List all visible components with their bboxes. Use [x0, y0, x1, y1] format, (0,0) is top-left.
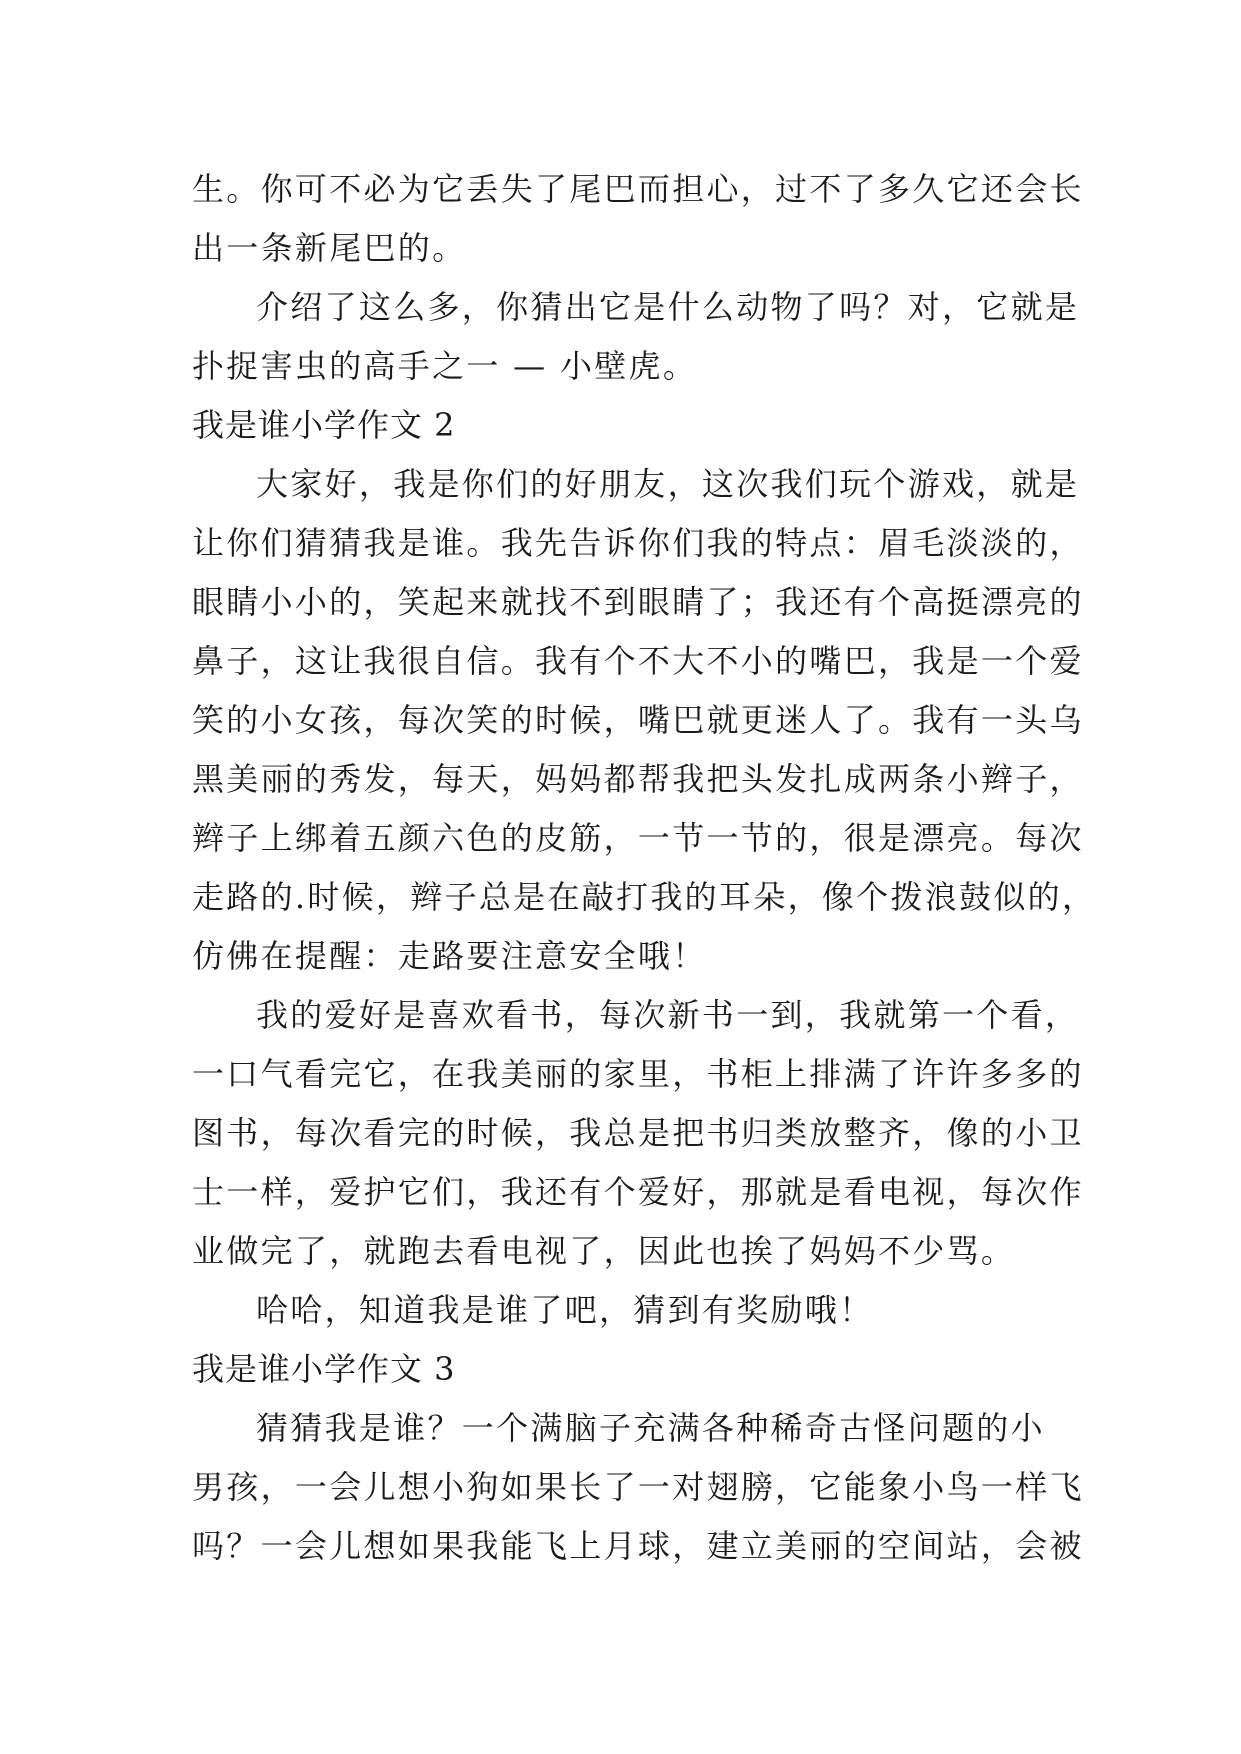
text-line: 吗？一会儿想如果我能飞上月球，建立美丽的空间站，会被 — [192, 1527, 1084, 1565]
text-line: 笑的小女孩，每次笑的时候，嘴巴就更迷人了。我有一头乌 — [192, 701, 1084, 739]
text-line: 仿佛在提醒：走路要注意安全哦！ — [192, 937, 707, 975]
paragraph-start-line: 哈哈，知道我是谁了吧，猜到有奖励哦！ — [256, 1291, 874, 1329]
text-line: 鼻子，这让我很自信。我有个不大不小的嘴巴，我是一个爱 — [192, 642, 1084, 680]
text-line: 让你们猜猜我是谁。我先告诉你们我的特点：眉毛淡淡的， — [192, 524, 1084, 562]
text-line: 扑捉害虫的高手之一 — 小壁虎。 — [192, 347, 698, 385]
text-line: 一口气看完它，在我美丽的家里，书柜上排满了许许多多的 — [192, 1055, 1084, 1093]
paragraph-start-line: 大家好，我是你们的好朋友，这次我们玩个游戏，就是 — [256, 465, 1080, 503]
text-line: 士一样，爱护它们，我还有个爱好，那就是看电视，每次作 — [192, 1173, 1084, 1211]
section-heading: 我是谁小学作文 2 — [192, 406, 456, 444]
document-page — [192, 160, 1097, 1576]
section-heading: 我是谁小学作文 3 — [192, 1350, 456, 1388]
text-line: 走路的.时候，辫子总是在敲打我的耳朵，像个拨浪鼓似的， — [192, 878, 1097, 916]
text-line: 黑美丽的秀发，每天，妈妈都帮我把头发扎成两条小辫子， — [192, 760, 1084, 798]
text-line: 出一条新尾巴的。 — [192, 229, 467, 267]
paragraph-start-line: 猜猜我是谁？一个满脑子充满各种稀奇古怪问题的小 — [256, 1409, 1045, 1447]
text-line: 生。你可不必为它丢失了尾巴而担心，过不了多久它还会长 — [192, 170, 1084, 208]
paragraph-start-line: 介绍了这么多，你猜出它是什么动物了吗？对，它就是 — [256, 288, 1080, 326]
text-line: 眼睛小小的，笑起来就找不到眼睛了；我还有个高挺漂亮的 — [192, 583, 1084, 621]
paragraph-start-line: 我的爱好是喜欢看书，每次新书一到，我就第一个看， — [256, 996, 1080, 1034]
text-line: 图书，每次看完的时候，我总是把书归类放整齐，像的小卫 — [192, 1114, 1084, 1152]
text-line: 辫子上绑着五颜六色的皮筋，一节一节的，很是漂亮。每次 — [192, 819, 1084, 857]
text-line: 业做完了，就跑去看电视了，因此也挨了妈妈不少骂。 — [192, 1232, 1016, 1270]
text-line: 男孩，一会儿想小狗如果长了一对翅膀，它能象小鸟一样飞 — [192, 1468, 1084, 1506]
